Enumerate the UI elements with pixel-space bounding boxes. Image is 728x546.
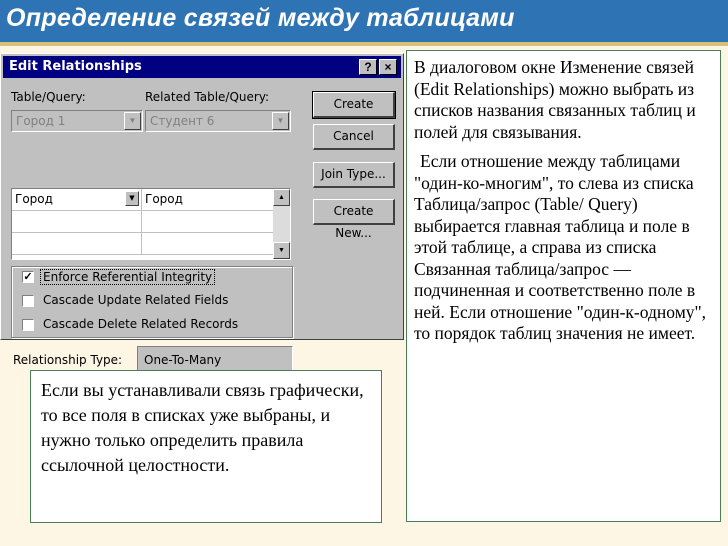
fields-scrollbar[interactable] [273, 189, 290, 259]
table-query-combo[interactable] [11, 110, 143, 132]
cascade-update-checkbox[interactable] [22, 295, 34, 307]
primary-field-dropdown-icon[interactable]: ▼ [125, 191, 139, 206]
cascade-update-label[interactable]: Cascade Update Related Fields [43, 293, 229, 307]
related-field-cell[interactable] [142, 233, 274, 254]
referential-integrity-group [11, 266, 293, 338]
primary-field-cell[interactable] [12, 189, 142, 210]
right-explanation-box [406, 50, 721, 522]
field-row [12, 233, 274, 255]
slide-title: Определение связей между таблицами [6, 4, 515, 32]
right-paragraph-2: Если отношение между таблицами "один-ко-многим", то слева из списка Таблица/запрос (Table/ Query) выбирается главная таблица и поле в этой таблице, а справа из списка Связанная таблица/запрос — подчиненная и соответственно поле в ней. Если отношение "один-к-одному", то порядок таблиц значения не имеет. [414, 151, 707, 343]
related-field-cell[interactable] [142, 211, 274, 232]
left-note-box [30, 370, 382, 523]
slide-title-bar [0, 0, 728, 42]
right-paragraph-1: В диалоговом окне Изменение связей (Edit Relationships) можно выбрать из списков названия связанных таблиц и полей для связывания. [414, 57, 696, 142]
close-button[interactable]: × [379, 59, 397, 75]
title-divider [0, 42, 728, 46]
scroll-up-icon[interactable]: ▲ [273, 189, 290, 206]
primary-field-cell[interactable] [12, 233, 142, 254]
related-table-query-value: Студент 6 [150, 114, 215, 128]
related-table-query-dropdown-icon[interactable]: ▼ [272, 112, 289, 130]
primary-field-cell[interactable] [12, 211, 142, 232]
create-button[interactable]: Create [313, 92, 395, 118]
cancel-button[interactable]: Cancel [313, 124, 395, 150]
primary-field-value: Город [15, 192, 53, 206]
fields-grid [11, 188, 291, 260]
scroll-down-icon[interactable]: ▼ [273, 242, 290, 259]
relationship-type-value: One-To-Many [144, 353, 222, 367]
edit-relationships-dialog [0, 53, 404, 367]
table-query-dropdown-icon[interactable]: ▼ [124, 112, 141, 130]
create-new-button[interactable]: Create New... [313, 199, 395, 225]
field-row [12, 189, 274, 211]
table-query-value: Город 1 [16, 114, 66, 128]
related-field-value: Город [145, 192, 183, 206]
dialog-titlebar[interactable] [3, 56, 401, 78]
field-row [12, 211, 274, 233]
left-note-text: Если вы устанавливали связь графически, то все поля в списках уже выбраны, и нужно только определить правила ссылочной целостности. [41, 380, 364, 475]
related-table-query-combo[interactable] [145, 110, 291, 132]
cascade-delete-checkbox[interactable] [22, 319, 34, 331]
join-type-button[interactable]: Join Type... [313, 162, 395, 188]
enforce-integrity-label[interactable]: Enforce Referential Integrity [40, 269, 215, 285]
related-field-cell[interactable] [142, 189, 274, 210]
dialog-title: Edit Relationships [9, 59, 142, 74]
table-query-label: Table/Query: [11, 90, 86, 104]
enforce-integrity-checkbox[interactable]: ✓ [23, 271, 33, 283]
related-table-query-label: Related Table/Query: [145, 90, 270, 104]
relationship-type-label: Relationship Type: [13, 353, 123, 367]
help-button[interactable]: ? [359, 59, 377, 75]
cascade-delete-label[interactable]: Cascade Delete Related Records [43, 317, 239, 331]
